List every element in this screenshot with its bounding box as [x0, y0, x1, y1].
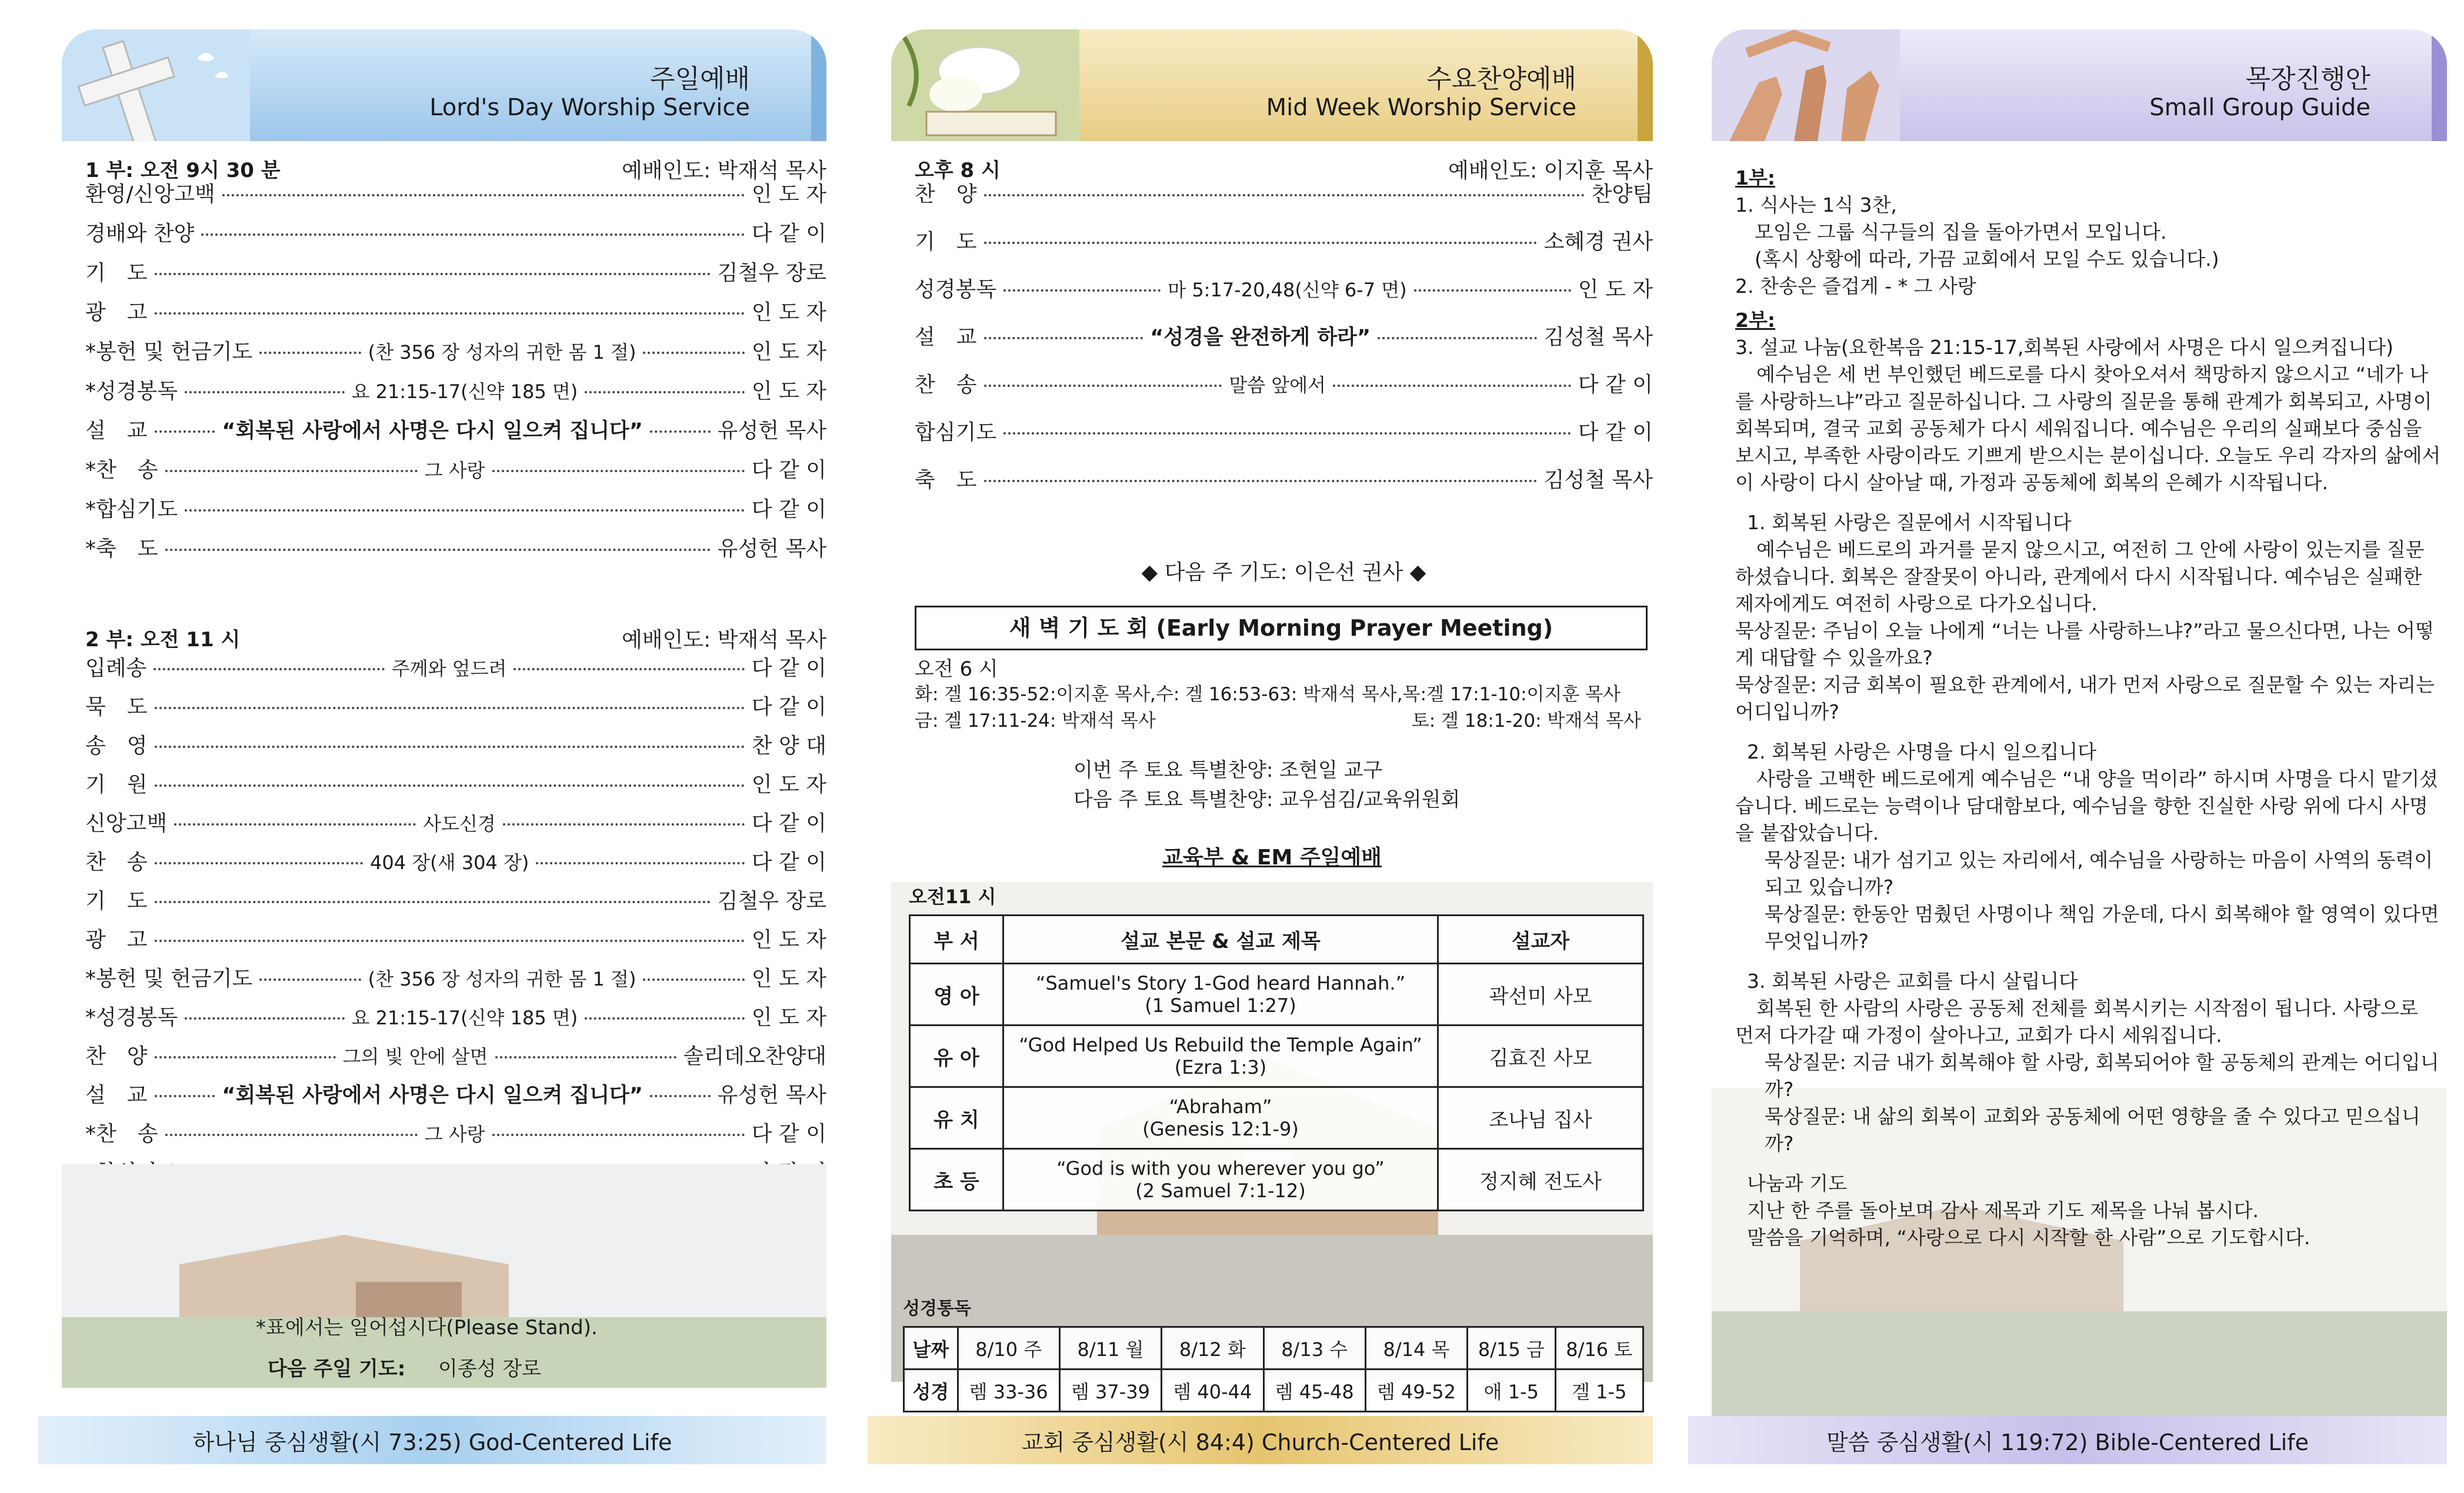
dept-cell: 초 등 [910, 1149, 1003, 1211]
dot-leader [1003, 432, 1571, 435]
closing-line: 말씀을 기억하며, “사랑으로 다시 시작할 한 사람”으로 기도합시다. [1747, 1226, 2310, 1249]
worship-order-row [85, 1040, 826, 1075]
dot-leader [503, 823, 745, 826]
worship-order-row [915, 368, 1653, 403]
item-label: 송 영 [85, 734, 148, 758]
dot-leader [155, 746, 745, 748]
header-accent [811, 29, 826, 141]
item-detail: 주께와 엎드려 [391, 657, 507, 680]
item-label: *합심기도 [85, 497, 178, 522]
item-presenter: 김성철 목사 [1543, 468, 1653, 492]
passage-cell: 렘 37-39 [1059, 1370, 1161, 1412]
dot-leader [155, 1095, 215, 1097]
item-label: 기 도 [85, 889, 148, 913]
worship-order-row [85, 414, 826, 449]
panel-small-group-guide [1712, 29, 2447, 1464]
row-label-cell: 성경 [904, 1370, 958, 1412]
item-presenter: 찬 양 대 [751, 734, 826, 758]
panel-title: 주일예배 [649, 64, 750, 94]
part1-line: 모임은 그룹 식구들의 집을 돌아가면서 모입니다. [1735, 221, 2167, 243]
part1-heading: 1부: [1735, 166, 1776, 189]
sermon-sharing-intro: 3. 설교 나눔(요한복음 21:15-17,회복된 사랑에서 사명은 다시 일으켜집니다) [1735, 336, 2393, 359]
item-detail: 마 5:17-20,48(신약 6-7 면) [1168, 279, 1407, 301]
dot-leader [155, 273, 711, 275]
item-label: 입례송 [85, 656, 147, 680]
item-detail: 말씀 앞에서 [1229, 374, 1326, 396]
preacher-cell: 곽선미 사모 [1438, 964, 1643, 1026]
worship-order-row [915, 320, 1653, 356]
item-presenter: 인 도 자 [751, 967, 826, 991]
worship-order-row [85, 729, 826, 764]
dot-leader [585, 391, 744, 393]
service-leader: 예배인도: 박재석 목사 [622, 159, 826, 183]
item-detail: “성경을 완전하게 하라” [1150, 326, 1371, 349]
date-cell: 8/14 목 [1365, 1327, 1467, 1370]
preacher-cell: 김효진 사모 [1438, 1026, 1643, 1087]
passage-cell: 애 1-5 [1468, 1370, 1555, 1412]
panel-title: 수요찬양예배 [1426, 64, 1576, 94]
worship-order-row [85, 884, 826, 920]
item-label: *성경봉독 [85, 379, 178, 403]
closing-heading: 나눔과 기도 [1747, 1172, 1847, 1195]
panel3-header [1712, 29, 2447, 141]
dawn-prayer-schedule-2: 금: 겔 17:11-24: 박재석 목사 [915, 710, 1156, 732]
worship-order-row [915, 225, 1653, 260]
dot-leader [643, 352, 744, 354]
dot-leader [643, 978, 744, 981]
panel-title: 목장진행안 [2245, 64, 2370, 94]
sermon-reference: (Ezra 1:3) [1174, 1056, 1267, 1078]
service-time: 오후 8 시 [915, 159, 1001, 182]
panel3-footer: 말씀 중심생활(시 119:72) Bible-Centered Life [1688, 1416, 2447, 1464]
item-label: 합심기도 [915, 420, 997, 445]
service2-heading [85, 623, 826, 653]
date-cell: 8/15 금 [1468, 1327, 1555, 1370]
dot-leader [155, 312, 745, 315]
dawn-prayer-title: 새 벽 기 도 회 (Early Morning Prayer Meeting) [915, 606, 1648, 650]
service-time: 2 부: 오전 11 시 [85, 628, 241, 652]
item-presenter: 인 도 자 [751, 340, 826, 364]
closing-line: 지난 한 주를 돌아보며 감사 제목과 기도 제목을 나눠 봅시다. [1747, 1199, 2259, 1222]
panel-subtitle: Lord's Day Worship Service [429, 94, 750, 121]
sermon-title: “Abraham” [1169, 1095, 1272, 1118]
part2-heading: 2부: [1735, 309, 1776, 332]
dot-leader [222, 194, 745, 196]
dot-leader [165, 1134, 418, 1136]
worship-order-row [85, 532, 826, 567]
worship-order-row [85, 453, 826, 489]
preacher-cell: 조나님 집사 [1438, 1087, 1643, 1149]
sermon-reference: (2 Samuel 7:1-12) [1135, 1180, 1306, 1202]
sermon-cell [1003, 1149, 1438, 1211]
special-praise-this-week: 이번 주 토요 특별찬양: 조현일 교구 [1073, 759, 1383, 782]
education-time: 오전11 시 [909, 886, 996, 908]
point2-question: 묵상질문: 내가 섬기고 있는 자리에서, 예수님을 사랑하는 마음이 사역의 동력이 되고 있습니까? [1765, 849, 2433, 899]
item-detail: 그 사랑 [424, 459, 485, 482]
dot-leader [585, 1017, 744, 1020]
next-prayer-name: 이종성 장로 [438, 1357, 542, 1381]
item-presenter: 인 도 자 [751, 300, 826, 325]
panel2-footer: 교회 중심생활(시 84:4) Church-Centered Life [868, 1416, 1653, 1464]
dot-leader [155, 784, 745, 787]
item-label: *성경봉독 [85, 1006, 178, 1030]
table-row [910, 964, 1643, 1026]
dot-leader [514, 668, 744, 670]
item-detail: 404 장(새 304 장) [369, 851, 529, 874]
worship-order-row [85, 690, 826, 726]
worship-order-row [85, 1078, 826, 1114]
item-detail: 사도신경 [423, 813, 496, 835]
item-label: 설 교 [915, 325, 977, 349]
item-label: *찬 송 [85, 458, 158, 482]
passage-cell: 렘 45-48 [1263, 1370, 1365, 1412]
item-presenter: 다 같 이 [751, 656, 827, 680]
item-detail: (찬 356 장 성자의 귀한 몸 1 절) [368, 341, 636, 363]
dot-leader [155, 707, 745, 709]
item-presenter: 다 같 이 [751, 811, 827, 836]
item-presenter: 김철우 장로 [717, 889, 826, 913]
item-presenter: 인 도 자 [751, 928, 826, 952]
item-presenter: 다 같 이 [751, 1122, 827, 1146]
item-label: 기 도 [85, 261, 148, 285]
date-cell: 8/10 주 [958, 1327, 1059, 1370]
table-row [910, 1087, 1643, 1149]
item-label: 광 고 [85, 928, 148, 952]
item-presenter: 인 도 자 [751, 379, 826, 403]
item-label: *봉헌 및 헌금기도 [85, 340, 253, 364]
item-presenter: 다 같 이 [751, 222, 826, 246]
passage-cell: 렘 49-52 [1365, 1370, 1467, 1412]
next-week-prayer: ◆ 다음 주 기도: 이은선 권사 ◆ [1141, 560, 1426, 584]
item-label: *축 도 [85, 537, 158, 561]
special-praise-next-week: 다음 주 토요 특별찬양: 교우섬김/교육위원회 [1073, 788, 1461, 811]
education-table [909, 914, 1644, 1211]
item-presenter: 다 같 이 [1578, 373, 1653, 397]
point2-question: 묵상질문: 한동안 멈췄던 사명이나 책임 가운데, 다시 회복해야 할 영역이 있다면 무엇입니까? [1765, 903, 2439, 953]
header-accent [1638, 29, 1653, 141]
service-leader: 예배인도: 이지훈 목사 [1448, 159, 1653, 183]
item-presenter: 유성헌 목사 [717, 1083, 826, 1107]
point1-heading: 1. 회복된 사랑은 질문에서 시작됩니다 [1747, 511, 2072, 534]
worship-order-row [85, 178, 826, 213]
passage-cell: 렘 33-36 [958, 1370, 1059, 1412]
item-detail: 그의 빛 안에 살면 [342, 1046, 488, 1068]
next-prayer-label: 다음 주일 기도: [268, 1357, 406, 1381]
dot-leader [155, 1056, 336, 1058]
item-presenter: 솔리데오찬양대 [683, 1044, 826, 1068]
item-label: 환영/신앙고백 [85, 182, 215, 206]
point3-question: 묵상질문: 내 삶의 회복이 교회와 공동체에 어떤 영향을 줄 수 있다고 믿으십니까? [1765, 1105, 2420, 1155]
item-label: 설 교 [85, 1083, 148, 1107]
dot-leader [492, 470, 745, 472]
worship-order-row [85, 807, 826, 842]
point1-body: 예수님은 베드로의 과거를 묻지 않으시고, 여전히 그 안에 사랑이 있는지를 질문하셨습니다. 회복은 잘잘못이 아니라, 관계에서 다시 시작됩니다. 예수님은 실패한 제자에게도 여전히 사랑으로 다가오십니다. [1735, 538, 2425, 615]
dot-leader [185, 509, 745, 512]
item-presenter: 인 도 자 [751, 1006, 826, 1030]
table-row [910, 1149, 1643, 1211]
item-label: 찬 양 [85, 1044, 148, 1068]
dawn-prayer-time: 오전 6 시 [915, 657, 998, 681]
row-label-cell: 날짜 [904, 1327, 958, 1370]
item-presenter: 인 도 자 [751, 773, 826, 797]
cross-icon [62, 29, 250, 141]
dot-leader [1003, 289, 1161, 292]
worship-order-row [85, 493, 826, 528]
panel1-header [62, 29, 826, 141]
item-presenter: 김철우 장로 [717, 261, 826, 285]
point3-heading: 3. 회복된 사랑은 교회를 다시 살립니다 [1747, 970, 2078, 993]
dot-leader [259, 978, 361, 981]
item-presenter: 김성철 목사 [1543, 325, 1653, 349]
worship-order-row [85, 217, 826, 252]
reading-date-row [904, 1327, 1643, 1370]
service-time: 1 부: 오전 9시 30 분 [85, 159, 281, 182]
item-label: 설 교 [85, 419, 148, 443]
education-title: 교육부 & EM 주일예배 [1162, 846, 1382, 870]
dot-leader [174, 823, 416, 826]
panel-subtitle: Mid Week Worship Service [1266, 94, 1576, 121]
point2-body: 사랑을 고백한 베드로에게 예수님은 “내 양을 먹이라” 하시며 사명을 다시 맡기셨습니다. 베드로는 능력이나 담대함보다, 예수님을 향한 진실한 사랑 위에 다시 사명을 붙잡았습니다. [1735, 767, 2439, 844]
passage-cell: 겔 1-5 [1555, 1370, 1643, 1412]
worship-order-row [85, 1117, 826, 1153]
worship-order-row [85, 296, 826, 331]
header-accent [2432, 29, 2447, 141]
item-detail: “회복된 사랑에서 사명은 다시 일으켜 집니다” [222, 1084, 643, 1107]
item-label: 찬 송 [85, 850, 148, 874]
point2-heading: 2. 회복된 사랑은 사명을 다시 일으킵니다 [1747, 740, 2096, 763]
table-row [910, 1026, 1643, 1087]
stand-note: *표에서는 일어섭시다(Please Stand). [256, 1316, 598, 1340]
dot-leader [984, 480, 1537, 482]
item-presenter: 다 같 이 [751, 695, 826, 719]
point3-body: 회복된 한 사람의 사랑은 공동체 전체를 회복시키는 시작점이 됩니다. 사랑으로 먼저 다가갈 때 가정이 살아나고, 교회가 다시 세워집니다. [1735, 997, 2418, 1047]
worship-order-row [915, 416, 1653, 451]
item-presenter: 찬양팀 [1591, 182, 1653, 206]
dot-leader [1414, 289, 1571, 292]
item-presenter: 유성헌 목사 [717, 419, 826, 443]
item-detail: 요 21:15-17(신약 185 면) [351, 380, 578, 403]
item-detail: 그 사랑 [424, 1123, 485, 1145]
point1-question: 묵상질문: 지금 회복이 필요한 관계에서, 내가 먼저 사랑으로 질문할 수 있는 자리는 어디입니까? [1735, 673, 2435, 723]
sermon-reference: (Genesis 12:1-9) [1142, 1118, 1299, 1140]
date-cell: 8/16 토 [1555, 1327, 1643, 1370]
dot-leader [165, 549, 711, 551]
dot-leader [185, 1017, 344, 1020]
dot-leader [495, 1056, 676, 1058]
worship-order-row [85, 962, 826, 997]
item-presenter: 다 같 이 [751, 850, 827, 874]
dot-leader [185, 391, 344, 393]
sermon-title: “Samuel's Story 1-God heard Hannah.” [1035, 972, 1406, 994]
worship-order-row [915, 273, 1653, 308]
passage-cell: 렘 40-44 [1162, 1370, 1263, 1412]
dot-leader [984, 242, 1537, 244]
dot-leader [1333, 385, 1571, 387]
item-label: 성경봉독 [915, 278, 997, 302]
part1-line: 2. 찬송은 즐겁게 - * 그 사랑 [1735, 275, 1976, 298]
item-label: 신앙고백 [85, 811, 168, 836]
dawn-prayer-schedule-3: 토: 겔 18:1-20: 박재석 목사 [1411, 710, 1641, 732]
column-header: 설교자 [1438, 916, 1643, 964]
date-cell: 8/11 월 [1059, 1327, 1161, 1370]
lily-bible-icon [891, 29, 1079, 141]
panel2-header [891, 29, 1653, 141]
dot-leader [155, 901, 711, 903]
dept-cell: 유 아 [910, 1026, 1003, 1087]
worship-order-row [85, 923, 826, 958]
item-label: 묵 도 [85, 695, 148, 719]
dot-leader [536, 862, 744, 864]
item-detail: (찬 356 장 성자의 귀한 몸 1 절) [368, 968, 636, 990]
worship-order-row [915, 463, 1653, 499]
worship-order-row [85, 768, 826, 803]
dot-leader [259, 352, 361, 354]
dot-leader [155, 430, 215, 433]
item-presenter: 인 도 자 [751, 182, 826, 206]
column-header: 설교 본문 & 설교 제목 [1003, 916, 1438, 964]
dot-leader [650, 1095, 711, 1097]
item-detail: “회복된 사랑에서 사명은 다시 일으켜 집니다” [222, 419, 643, 443]
sermon-reference: (1 Samuel 1:27) [1145, 994, 1296, 1017]
worship-order-row [915, 178, 1653, 213]
item-detail: 요 21:15-17(신약 185 면) [351, 1007, 578, 1029]
worship-order-row [85, 846, 826, 881]
dot-leader [1378, 337, 1537, 339]
dot-leader [155, 940, 745, 942]
worship-order-row [85, 256, 826, 292]
sermon-cell [1003, 964, 1438, 1026]
item-presenter: 다 같 이 [751, 497, 826, 522]
item-label: 경배와 찬양 [85, 222, 195, 246]
sermon-title: “God is with you wherever you go” [1056, 1157, 1385, 1180]
reading-passage-row [904, 1370, 1643, 1412]
dot-leader [984, 337, 1143, 339]
date-cell: 8/12 화 [1162, 1327, 1263, 1370]
item-label: 찬 송 [915, 373, 977, 397]
dept-cell: 유 치 [910, 1087, 1003, 1149]
sermon-cell [1003, 1026, 1438, 1087]
worship-order-row [85, 375, 826, 410]
point3-question: 묵상질문: 지금 내가 회복해야 할 사랑, 회복되어야 할 공동체의 관계는 어디입니까? [1765, 1051, 2439, 1101]
point1-question: 묵상질문: 주님이 오늘 나에게 “너는 나를 사랑하느냐?”라고 물으신다면, 나는 어떻게 대답할 수 있을까요? [1735, 619, 2434, 669]
dot-leader [492, 1134, 745, 1136]
item-presenter: 유성헌 목사 [717, 537, 826, 561]
reading-title: 성경통독 [903, 1298, 971, 1319]
item-presenter: 소혜경 권사 [1543, 230, 1653, 254]
dept-cell: 영 아 [910, 964, 1003, 1026]
part1-line: (혹시 상황에 따라, 가끔 교회에서 모일 수도 있습니다.) [1735, 248, 2219, 270]
item-label: 기 원 [85, 773, 148, 797]
worship-order-row [85, 335, 826, 370]
column-header: 부 서 [910, 916, 1003, 964]
dot-leader [984, 385, 1222, 387]
hands-icon [1712, 29, 1900, 141]
part1-line: 1. 식사는 1식 3찬, [1735, 193, 1897, 216]
item-presenter: 다 같 이 [751, 458, 827, 482]
item-label: 축 도 [915, 468, 977, 492]
dot-leader [201, 233, 744, 236]
panel-mid-week-worship [891, 29, 1653, 1464]
item-label: 찬 양 [915, 182, 977, 206]
sermon-summary: 예수님은 세 번 부인했던 베드로를 다시 찾아오셔서 책망하지 않으시고 “네가 나를 사랑하느냐”라고 질문하십니다. 그 사랑의 질문을 통해 관계가 회복되고, 사명이 회복되며, 결국 교회 공동체가 다시 세워집니다. 예수님은 우리의 실패보다 중심을 보시고, 부족한 사랑이라도 기쁘게 받으시는 분이십니다. 오늘도 우리 각자의 삶에서 이 사랑이 다시 살아날 때, 가정과 공동체에 회복의 은혜가 시작됩니다. [1735, 363, 2441, 494]
item-presenter: 다 같 이 [1578, 420, 1653, 445]
sermon-title: “God Helped Us Rebuild the Temple Again” [1019, 1034, 1422, 1056]
item-label: *봉헌 및 헌금기도 [85, 967, 253, 991]
item-presenter: 인 도 자 [1578, 278, 1653, 302]
small-group-content [1735, 165, 2441, 1251]
panel-subtitle: Small Group Guide [2149, 94, 2370, 121]
panel-lords-day-worship [62, 29, 826, 1464]
date-cell: 8/13 수 [1263, 1327, 1365, 1370]
dot-leader [155, 862, 363, 864]
worship-order-row [85, 652, 826, 687]
item-label: *찬 송 [85, 1122, 158, 1146]
dot-leader [154, 668, 384, 670]
dot-leader [165, 470, 418, 472]
item-label: 기 도 [915, 230, 977, 254]
dawn-prayer-schedule-1: 화: 겔 16:35-52:이지훈 목사,수: 겔 16:53-63: 박재석 목사,목:겔 17:1-10:이지훈 목사 [915, 684, 1621, 705]
dot-leader [984, 194, 1585, 196]
preacher-cell: 정지혜 전도사 [1438, 1149, 1643, 1211]
bible-reading-table [903, 1326, 1644, 1412]
sermon-cell [1003, 1087, 1438, 1149]
table-header-row [910, 916, 1643, 964]
panel1-footer: 하나님 중심생활(시 73:25) God-Centered Life [38, 1416, 826, 1464]
service-leader: 예배인도: 박재석 목사 [622, 628, 826, 652]
item-label: 광 고 [85, 300, 148, 325]
worship-order-row [85, 1001, 826, 1036]
dot-leader [650, 430, 711, 433]
